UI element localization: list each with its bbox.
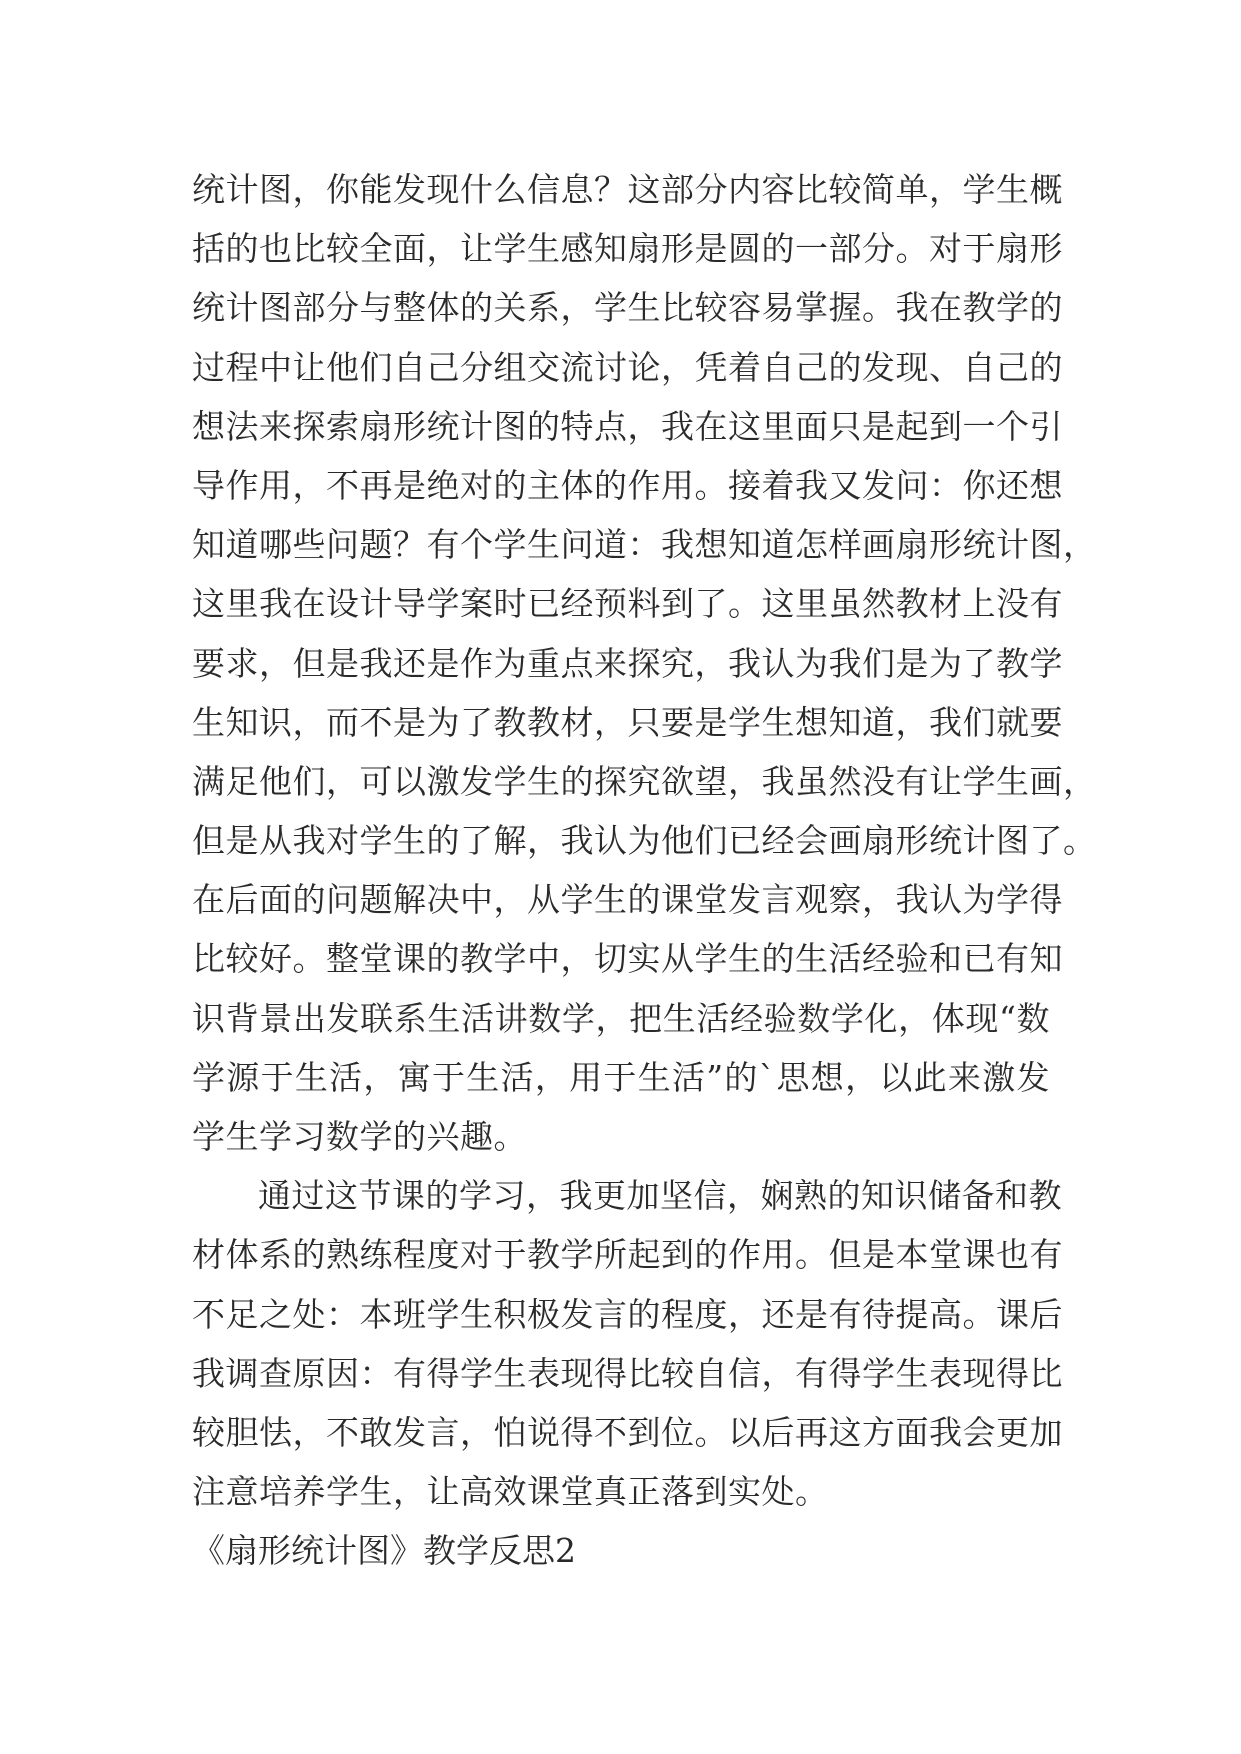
- text-line: 满足他们，可以激发学生的探究欲望，我虽然没有让学生画，: [192, 761, 1097, 801]
- text-line: 统计图，你能发现什么信息？这部分内容比较简单，学生概: [192, 170, 1063, 209]
- text-line: 生知识，而不是为了教教材，只要是学生想知道，我们就要: [192, 702, 1063, 742]
- text-line: 过程中让他们自己分组交流讨论，凭着自己的发现、自己的: [192, 347, 1063, 387]
- text-line: 知道哪些问题？有个学生问道：我想知道怎样画扇形统计图，: [192, 525, 1097, 565]
- text-line: 注意培养学生，让高效课堂真正落到实处。: [192, 1472, 829, 1512]
- text-line: 统计图部分与整体的关系，学生比较容易掌握。我在教学的: [192, 288, 1063, 328]
- text-line: 这里我在设计导学案时已经预料到了。这里虽然教材上没有: [192, 584, 1063, 624]
- text-line: 学生学习数学的兴趣。: [192, 1117, 527, 1156]
- text-line: 比较好。整堂课的教学中，切实从学生的生活经验和已有知: [192, 939, 1063, 979]
- text-line: 要求，但是我还是作为重点来探究，我认为我们是为了教学: [192, 643, 1063, 683]
- text-line: 识背景出发联系生活讲数学，把生活经验数学化，体现“数: [192, 998, 1050, 1038]
- text-line: 不足之处：本班学生积极发言的程度，还是有待提高。课后: [192, 1294, 1063, 1334]
- text-line: 导作用，不再是绝对的主体的作用。接着我又发问：你还想: [192, 465, 1063, 505]
- text-line: 通过这节课的学习，我更加坚信，娴熟的知识储备和教: [258, 1176, 1062, 1216]
- text-line: 在后面的问题解决中，从学生的课堂发言观察，我认为学得: [192, 880, 1063, 920]
- paragraph-2: [192, 1166, 1063, 1521]
- text-line: 想法来探索扇形统计图的特点，我在这里面只是起到一个引: [192, 406, 1063, 446]
- document-page: [192, 160, 1097, 1581]
- text-line: 括的也比较全面，让学生感知扇形是圆的一部分。对于扇形: [192, 229, 1063, 269]
- text-line: 材体系的熟练程度对于教学所起到的作用。但是本堂课也有: [192, 1235, 1063, 1275]
- text-line: 学源于生活，寓于生活，用于生活”的`思想，以此来激发: [192, 1057, 1050, 1097]
- text-line: 但是从我对学生的了解，我认为他们已经会画扇形统计图了。: [192, 821, 1097, 861]
- text-line: 较胆怯，不敢发言，怕说得不到位。以后再这方面我会更加: [192, 1412, 1063, 1452]
- paragraph-1: [192, 160, 1097, 1166]
- section-heading: 《扇形统计图》教学反思2: [192, 1531, 576, 1571]
- text-line: 我调查原因：有得学生表现得比较自信，有得学生表现得比: [192, 1353, 1063, 1393]
